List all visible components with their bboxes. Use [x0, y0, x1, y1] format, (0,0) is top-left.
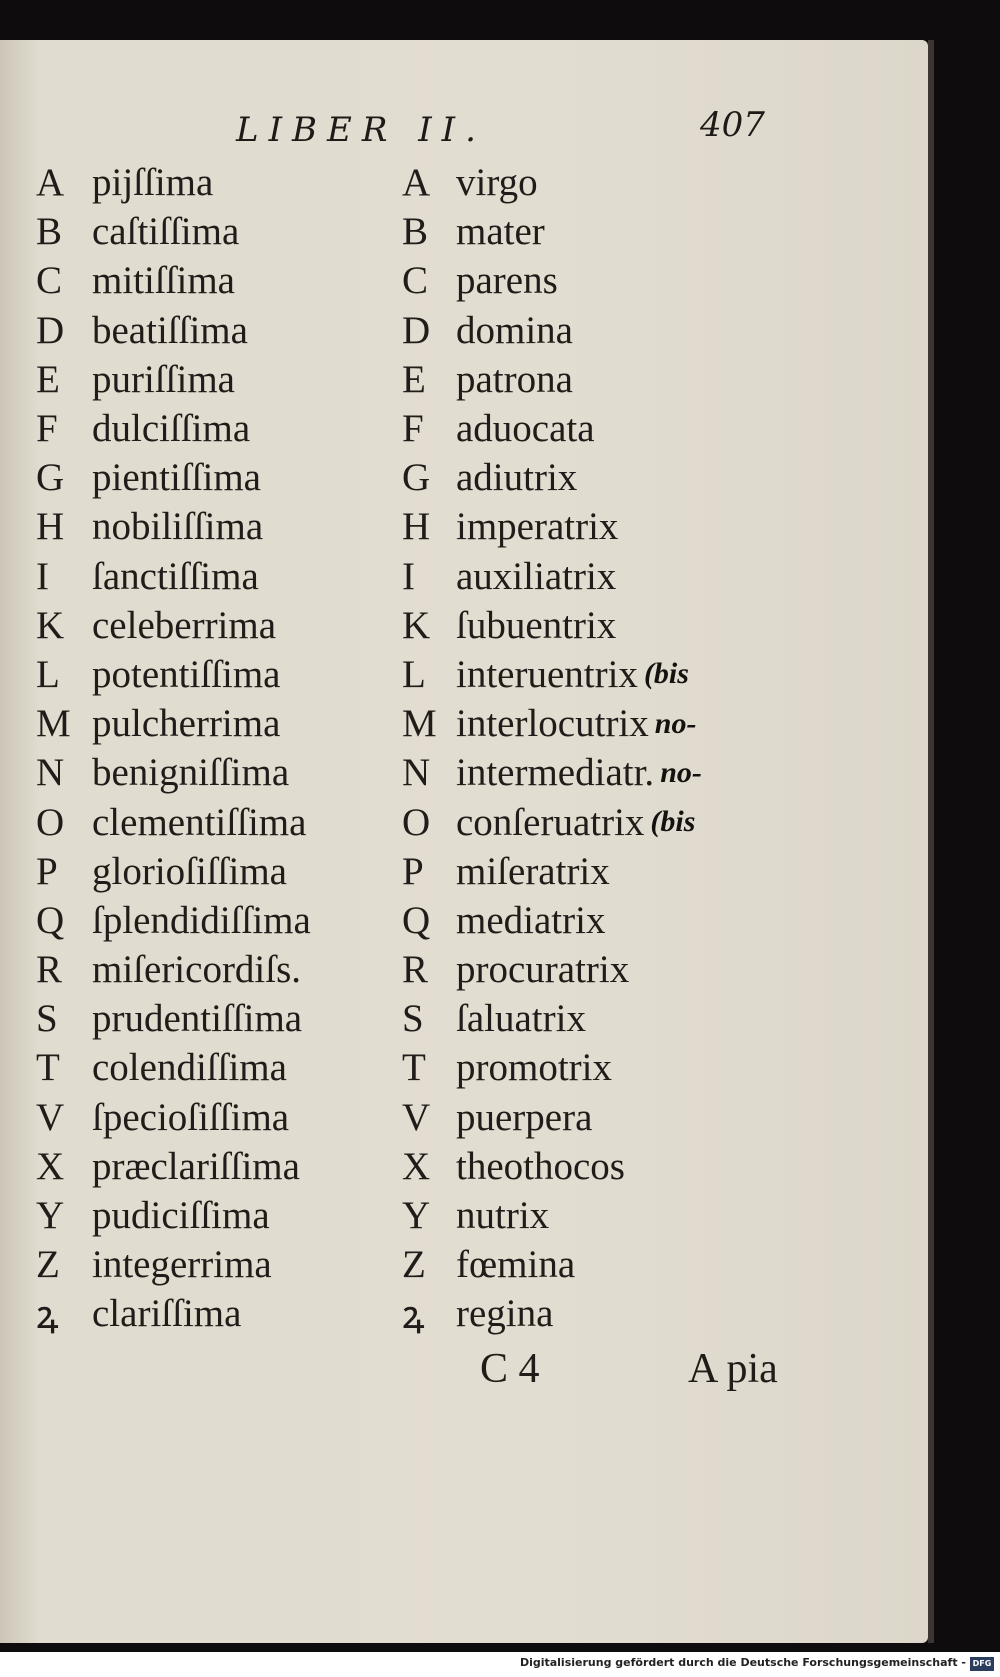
- entry-word: virgo: [456, 161, 538, 205]
- entry-letter: F: [36, 407, 58, 451]
- entry-word: ſpecioſiſſima: [92, 1095, 290, 1139]
- entry-letter: X: [36, 1144, 65, 1188]
- list-item: [36, 453, 311, 502]
- list-item: [36, 699, 311, 748]
- entry-word: imperatrix: [456, 505, 619, 549]
- entry-letter: E: [402, 357, 426, 401]
- page-edge: [928, 40, 934, 1643]
- entry-letter: ꝝ: [402, 1294, 425, 1338]
- entry-word: promotrix: [456, 1046, 612, 1090]
- entry-word: domina: [456, 308, 573, 352]
- entry-word: regina: [456, 1292, 554, 1336]
- list-item: [402, 355, 702, 404]
- list-item: [36, 1240, 311, 1289]
- list-item: [402, 1043, 702, 1092]
- list-item: [402, 896, 702, 945]
- list-item: [36, 748, 311, 797]
- entry-letter: X: [402, 1144, 431, 1188]
- entry-letter: C: [402, 259, 429, 303]
- list-item: [402, 1191, 702, 1240]
- list-item: [36, 306, 311, 355]
- entry-word: interlocutrix: [456, 702, 649, 746]
- entry-word: præclariſſima: [92, 1144, 300, 1188]
- list-item: [36, 650, 311, 699]
- list-item: [36, 1142, 311, 1191]
- entry-letter: Q: [36, 898, 65, 942]
- entry-word: puerpera: [456, 1095, 593, 1139]
- entry-word: auxiliatrix: [456, 554, 617, 598]
- entry-word: caſtiſſima: [92, 210, 240, 254]
- entry-letter: B: [402, 210, 429, 254]
- list-item: [402, 994, 702, 1043]
- entry-word: beatiſſima: [92, 308, 248, 352]
- entry-word: integerrima: [92, 1243, 272, 1287]
- entry-word: pudiciſſima: [92, 1194, 270, 1238]
- entry-word: nutrix: [456, 1194, 550, 1238]
- list-item: [36, 1043, 311, 1092]
- credit-text: Digitalisierung gefördert durch die Deutsche Forschungsgemeinschaft -: [519, 1656, 966, 1669]
- list-item: [402, 502, 702, 551]
- list-item: [402, 699, 702, 748]
- entry-word: mater: [456, 210, 545, 254]
- list-item: [402, 1289, 702, 1338]
- entry-word: procuratrix: [456, 948, 630, 992]
- list-item: [36, 158, 311, 207]
- entry-letter: B: [36, 210, 63, 254]
- entry-letter: S: [36, 997, 58, 1041]
- entry-letter: H: [36, 505, 65, 549]
- entry-letter: Q: [402, 898, 431, 942]
- entry-letter: V: [402, 1095, 431, 1139]
- list-item: [402, 1142, 702, 1191]
- list-item: [36, 601, 311, 650]
- entry-word: ſplendidiſſima: [92, 898, 311, 942]
- entry-letter: R: [402, 948, 429, 992]
- entry-word: miſericordiſs.: [92, 948, 302, 992]
- entry-letter: T: [36, 1046, 60, 1090]
- entry-word: benigniſſima: [92, 751, 290, 795]
- handwritten-note: no-: [654, 706, 697, 740]
- entry-word: miſeratrix: [456, 849, 610, 893]
- entry-word: pientiſſima: [92, 456, 261, 500]
- entry-word: colendiſſima: [92, 1046, 287, 1090]
- entry-letter: O: [402, 800, 431, 844]
- entry-letter: Y: [402, 1194, 431, 1238]
- entry-word: fœmina: [456, 1243, 576, 1287]
- list-item: [36, 847, 311, 896]
- entry-letter: D: [36, 308, 65, 352]
- handwritten-note: (bis: [643, 657, 689, 691]
- list-item: [402, 256, 702, 305]
- entry-word: dulciſſima: [92, 407, 251, 451]
- entry-word: ſubuentrix: [456, 603, 617, 647]
- entry-letter: I: [36, 554, 49, 598]
- entry-word: puriſſima: [92, 357, 235, 401]
- entry-word: celeberrima: [92, 603, 277, 647]
- list-item: [402, 1093, 702, 1142]
- entry-word: pulcherrima: [92, 702, 281, 746]
- entry-letter: O: [36, 800, 65, 844]
- dfg-logo: DFG: [970, 1657, 994, 1671]
- entry-letter: ꝝ: [36, 1294, 59, 1338]
- entry-letter: M: [402, 702, 437, 746]
- page-number: 407: [700, 105, 765, 145]
- list-item: [36, 797, 311, 846]
- handwritten-note: no-: [660, 755, 702, 789]
- right-column: [402, 158, 702, 1339]
- list-item: [402, 748, 702, 797]
- entry-word: patrona: [456, 357, 573, 401]
- entry-letter: D: [402, 308, 431, 352]
- list-item: [402, 552, 702, 601]
- entry-word: potentiſſima: [92, 652, 281, 696]
- entry-letter: A: [402, 161, 431, 205]
- entry-word: nobiliſſima: [92, 505, 264, 549]
- entry-letter: Z: [36, 1243, 60, 1287]
- entry-letter: H: [402, 505, 431, 549]
- entry-letter: S: [402, 997, 424, 1041]
- list-item: [36, 355, 311, 404]
- entry-word: parens: [456, 259, 558, 303]
- entry-word: adiutrix: [456, 456, 578, 500]
- entry-letter: G: [36, 456, 65, 500]
- entry-letter: T: [402, 1046, 426, 1090]
- entry-word: mitiſſima: [92, 259, 235, 303]
- digitization-credit-bar: [0, 1652, 1000, 1677]
- entry-letter: V: [36, 1095, 65, 1139]
- list-item: [36, 207, 311, 256]
- list-item: [36, 502, 311, 551]
- entry-word: clariſſima: [92, 1292, 242, 1336]
- list-item: [402, 797, 702, 846]
- entry-letter: K: [36, 603, 65, 647]
- list-item: [36, 945, 311, 994]
- list-item: [36, 256, 311, 305]
- entry-letter: P: [36, 849, 58, 893]
- entry-letter: E: [36, 357, 60, 401]
- catchword: A pia: [688, 1346, 778, 1392]
- entry-letter: N: [36, 751, 65, 795]
- entry-letter: F: [402, 407, 424, 451]
- list-item: [402, 404, 702, 453]
- entry-word: mediatrix: [456, 898, 606, 942]
- page-header: [0, 100, 1000, 160]
- list-item: [402, 847, 702, 896]
- list-item: [36, 552, 311, 601]
- entry-word: clementiſſima: [92, 800, 307, 844]
- list-item: [402, 1240, 702, 1289]
- list-item: [402, 207, 702, 256]
- entry-word: conſeruatrix: [456, 800, 645, 844]
- entry-letter: I: [402, 554, 415, 598]
- entry-letter: L: [36, 652, 60, 696]
- handwritten-note: (bis: [650, 805, 696, 839]
- list-item: [36, 896, 311, 945]
- entry-word: interuentrix: [456, 652, 638, 696]
- entry-letter: L: [402, 652, 426, 696]
- entry-letter: R: [36, 948, 63, 992]
- entry-word: intermediatr.: [456, 751, 655, 795]
- entry-word: prudentiſſima: [92, 997, 303, 1041]
- entry-letter: A: [36, 161, 65, 205]
- list-item: [36, 1093, 311, 1142]
- list-item: [36, 404, 311, 453]
- list-item: [402, 453, 702, 502]
- left-column: [36, 158, 311, 1339]
- entry-letter: Y: [36, 1194, 65, 1238]
- page-footer: [480, 1345, 810, 1399]
- entry-letter: K: [402, 603, 431, 647]
- entry-letter: Z: [402, 1243, 426, 1287]
- entry-letter: M: [36, 702, 71, 746]
- entry-word: ſaluatrix: [456, 997, 586, 1041]
- entry-word: theothocos: [456, 1144, 625, 1188]
- entry-letter: P: [402, 849, 424, 893]
- list-item: [402, 601, 702, 650]
- signature-mark: C 4: [480, 1346, 540, 1392]
- entry-word: aduocata: [456, 407, 595, 451]
- running-head: LIBER II.: [236, 110, 486, 150]
- list-item: [402, 945, 702, 994]
- list-item: [36, 1191, 311, 1240]
- entry-word: glorioſiſſima: [92, 849, 287, 893]
- entry-letter: N: [402, 751, 431, 795]
- list-item: [36, 994, 311, 1043]
- list-item: [402, 650, 702, 699]
- list-item: [36, 1289, 311, 1338]
- entry-letter: C: [36, 259, 63, 303]
- list-item: [402, 306, 702, 355]
- list-item: [402, 158, 702, 207]
- entry-letter: G: [402, 456, 431, 500]
- entry-word: pijſſima: [92, 161, 214, 205]
- entry-word: ſanctiſſima: [92, 554, 259, 598]
